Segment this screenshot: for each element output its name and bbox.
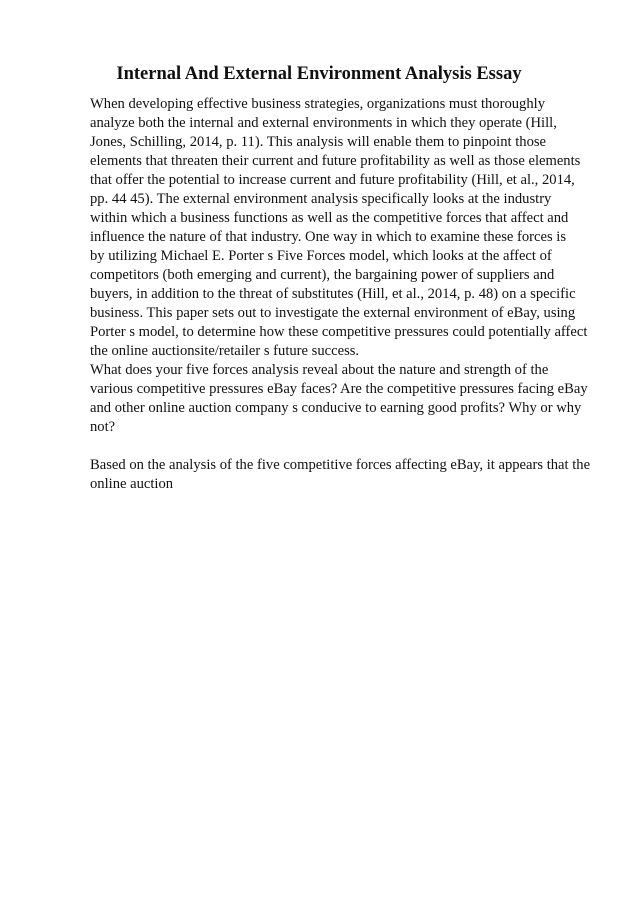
text-line: that offer the potential to increase current and future profitability (Hill, et al., 2014, (90, 172, 575, 188)
text-line: elements that threaten their current and future profitability as well as those elements (90, 153, 581, 169)
text-line: within which a business functions as well as the competitive forces that affect and (90, 210, 569, 226)
paragraph-introduction (90, 95, 600, 361)
paragraph-analysis (90, 456, 600, 494)
text-line: the online auctionsite/retailer s future success. (90, 343, 360, 359)
text-line: pp. 44 45). The external environment analysis specifically looks at the industry (90, 191, 552, 207)
text-line: Porter s model, to determine how these competitive pressures could potentially affect (90, 324, 588, 340)
text-line: not? (90, 419, 116, 435)
paragraph-questions (90, 361, 600, 437)
text-line: Based on the analysis of the five competitive forces affecting eBay, it appears that the (90, 457, 591, 473)
text-line: online auction (90, 476, 174, 492)
paragraph-spacer (90, 437, 600, 456)
text-line: When developing effective business strategies, organizations must thoroughly (90, 96, 546, 112)
document-body (90, 95, 600, 494)
text-line: various competitive pressures eBay faces? Are the competitive pressures facing eBay (90, 381, 588, 397)
text-line: and other online auction company s conducive to earning good profits? Why or why (90, 400, 582, 416)
text-line: Jones, Schilling, 2014, p. 11). This analysis will enable them to pinpoint those (90, 134, 547, 150)
document-title: Internal And External Environment Analysis Essay (116, 64, 522, 84)
text-line: What does your five forces analysis reveal about the nature and strength of the (90, 362, 549, 378)
text-line: buyers, in addition to the threat of substitutes (Hill, et al., 2014, p. 48) on a specific (90, 286, 576, 302)
text-line: by utilizing Michael E. Porter s Five Forces model, which looks at the affect of (90, 248, 552, 264)
text-line: analyze both the internal and external environments in which they operate (Hill, (90, 115, 557, 131)
text-line: business. This paper sets out to investigate the external environment of eBay, using (90, 305, 576, 321)
text-line: influence the nature of that industry. One way in which to examine these forces is (90, 229, 567, 245)
text-line: competitors (both emerging and current), the bargaining power of suppliers and (90, 267, 555, 283)
